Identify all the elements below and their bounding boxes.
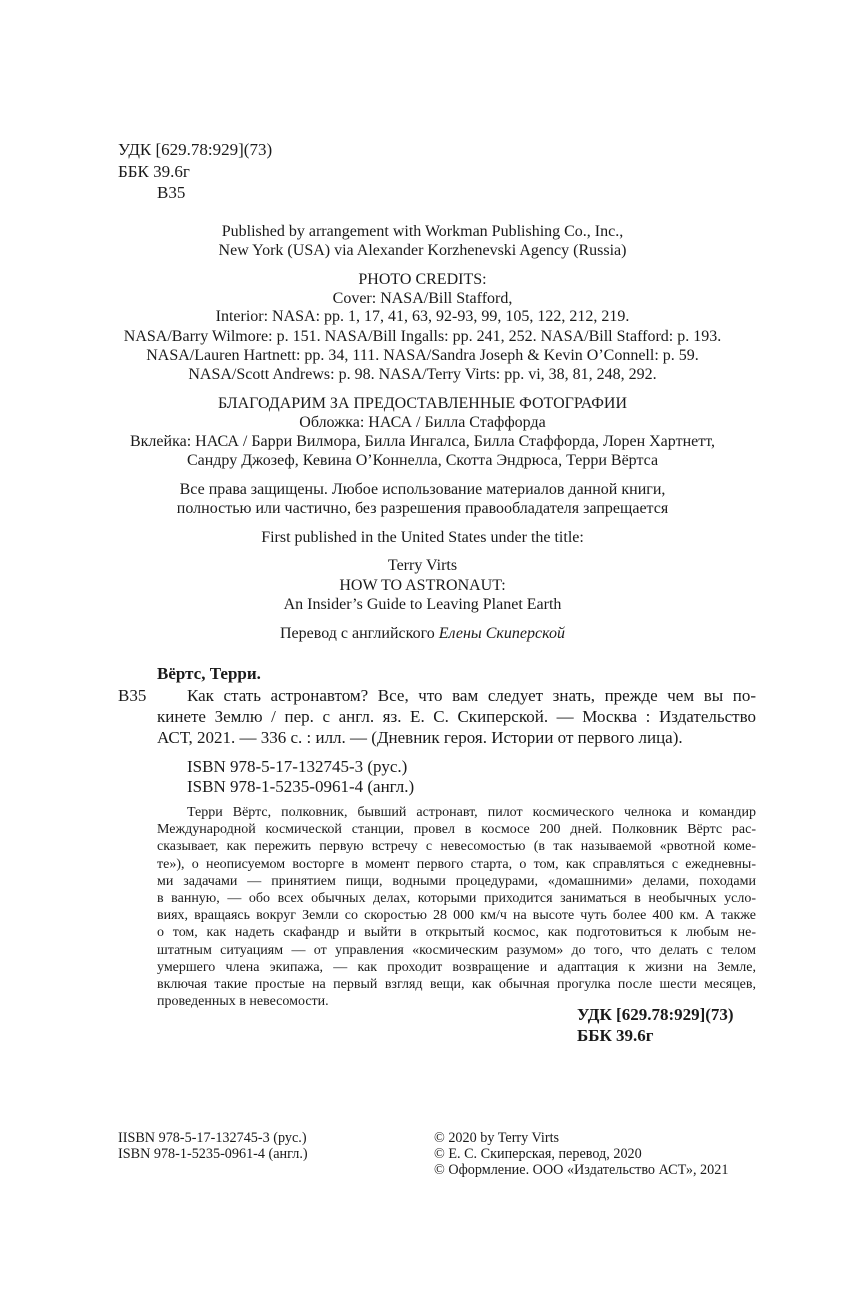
- photo-credits-line: NASA/Barry Wilmore: p. 151. NASA/Bill Ingalls: pp. 241, 252. NASA/Bill Stafford: p. 193.: [123, 328, 722, 345]
- thanks-line: Обложка: НАСА / Билла Стаффорда: [299, 414, 546, 431]
- annotation-line: о том, как надеть скафандр и выйти в открытый космос, как подготовиться к любым не-: [157, 925, 756, 941]
- catalog-isbn-eng: ISBN 978-1-5235-0961-4 (англ.): [187, 777, 415, 796]
- original-subtitle: An Insider’s Guide to Leaving Planet Earth: [283, 596, 562, 613]
- publisher-note-line: Published by arrangement with Workman Publishing Co., Inc.,: [221, 223, 624, 240]
- rights-line: Все права защищены. Любое использование материалов данной книги,: [179, 481, 666, 498]
- photo-credits-line: NASA/Scott Andrews: p. 98. NASA/Terry Virts: pp. vi, 38, 81, 248, 292.: [188, 366, 657, 383]
- first-published-note: First published in the United States under the title:: [261, 529, 584, 546]
- annotation-line: штатным ситуациям — от управления «космическим разумом» до того, что делать с телом: [157, 942, 756, 958]
- catalog-udk: УДК [629.78:929](73): [577, 1005, 734, 1024]
- photo-credits-line: NASA/Lauren Hartnett: pp. 34, 111. NASA/Sandra Joseph & Kevin O’Connell: p. 59.: [146, 347, 699, 364]
- translation-prefix: Перевод с английского: [280, 625, 439, 642]
- catalog-mark: В35: [118, 686, 147, 705]
- annotation-line: Международной космической станции, провел в космосе 200 дней. Полковник Вёртс рас-: [157, 822, 756, 838]
- annotation-line: проведенных в невесомости.: [157, 994, 329, 1010]
- catalog-author-heading: Вёртс, Терри.: [157, 664, 261, 683]
- thanks-line: Сандру Джозеф, Кевина О’Коннелла, Скотта Эндрюса, Терри Вёртса: [186, 452, 659, 469]
- translation-note: [0, 625, 845, 643]
- catalog-bbk: ББК 39.6г: [577, 1026, 654, 1045]
- catalog-isbn-rus: ISBN 978-5-17-132745-3 (рус.): [187, 757, 408, 776]
- rights-line: полностью или частично, без разрешения правообладателя запрещается: [176, 500, 669, 517]
- thanks-heading: БЛАГОДАРИМ ЗА ПРЕДОСТАВЛЕННЫЕ ФОТОГРАФИИ: [217, 395, 628, 412]
- copyright-line: © 2020 by Terry Virts: [434, 1130, 560, 1146]
- publisher-note-line: New York (USA) via Alexander Korzhenevski Agency (Russia): [218, 242, 627, 259]
- author-mark: В35: [157, 183, 186, 202]
- original-author: Terry Virts: [387, 557, 458, 574]
- annotation-line: сказывает, как пережить первую встречу с невесомостью (в так называемой «рвотной коме-: [157, 839, 756, 855]
- annotation-line: Терри Вёртс, полковник, бывший астронавт, пилот космического челнока и командир: [187, 805, 756, 820]
- annotation-line: те»), о неописуемом восторге в момент первого старта, о том, как справляться с ежедневны-: [157, 856, 756, 872]
- thanks-line: Вклейка: НАСА / Барри Вилмора, Билла Ингалса, Билла Стаффорда, Лорен Хартнетт,: [129, 433, 716, 450]
- footer-isbn-eng: ISBN 978-1-5235-0961-4 (англ.): [118, 1146, 308, 1162]
- translator-name: Елены Скиперской: [438, 625, 565, 642]
- photo-credits-line: Interior: NASA: pp. 1, 17, 41, 63, 92-93, 99, 105, 122, 212, 219.: [215, 308, 630, 325]
- copyright-line: © Е. С. Скиперская, перевод, 2020: [434, 1146, 642, 1162]
- udk-code: УДК [629.78:929](73): [118, 140, 273, 159]
- photo-credits-heading: PHOTO CREDITS:: [358, 271, 487, 288]
- copyright-line: © Оформление. ООО «Издательство АСТ», 2021: [434, 1162, 729, 1178]
- annotation-text: [157, 804, 756, 1010]
- photo-credits-line: Cover: NASA/Bill Stafford,: [332, 290, 513, 307]
- original-title: HOW TO ASTRONAUT:: [339, 577, 506, 594]
- annotation-line: виях, вращаясь вокруг Земли со скоростью 28 000 км/ч на высоте чуть более 400 км. А также: [157, 908, 756, 924]
- catalog-entry-line: кинете Землю / пер. с англ. яз. Е. С. Скиперской. — Москва : Издательство: [157, 707, 756, 726]
- annotation-line: в ванную, — обо всех обычных делах, которыми приходится заниматься в необычных усло-: [157, 891, 756, 907]
- footer-isbn-rus: IISBN 978-5-17-132745-3 (рус.): [118, 1130, 307, 1146]
- annotation-line: умершего члена экипажа, — как проходит возвращение и адаптация к жизни на Земле,: [157, 959, 756, 975]
- catalog-entry-line: АСТ, 2021. — 336 с. : илл. — (Дневник героя. Истории от первого лица).: [157, 728, 683, 747]
- annotation-line: включая такие простые на первый взгляд вещи, как обычная прогулка после шести месяцев,: [157, 977, 756, 993]
- annotation-line: ми задачами — принятием пищи, водными процедурами, «домашними» делами, походами: [157, 873, 756, 889]
- bbk-code: ББК 39.6г: [118, 162, 190, 181]
- catalog-entry-line: Как стать астронавтом? Все, что вам следует знать, прежде чем вы по-: [187, 686, 756, 705]
